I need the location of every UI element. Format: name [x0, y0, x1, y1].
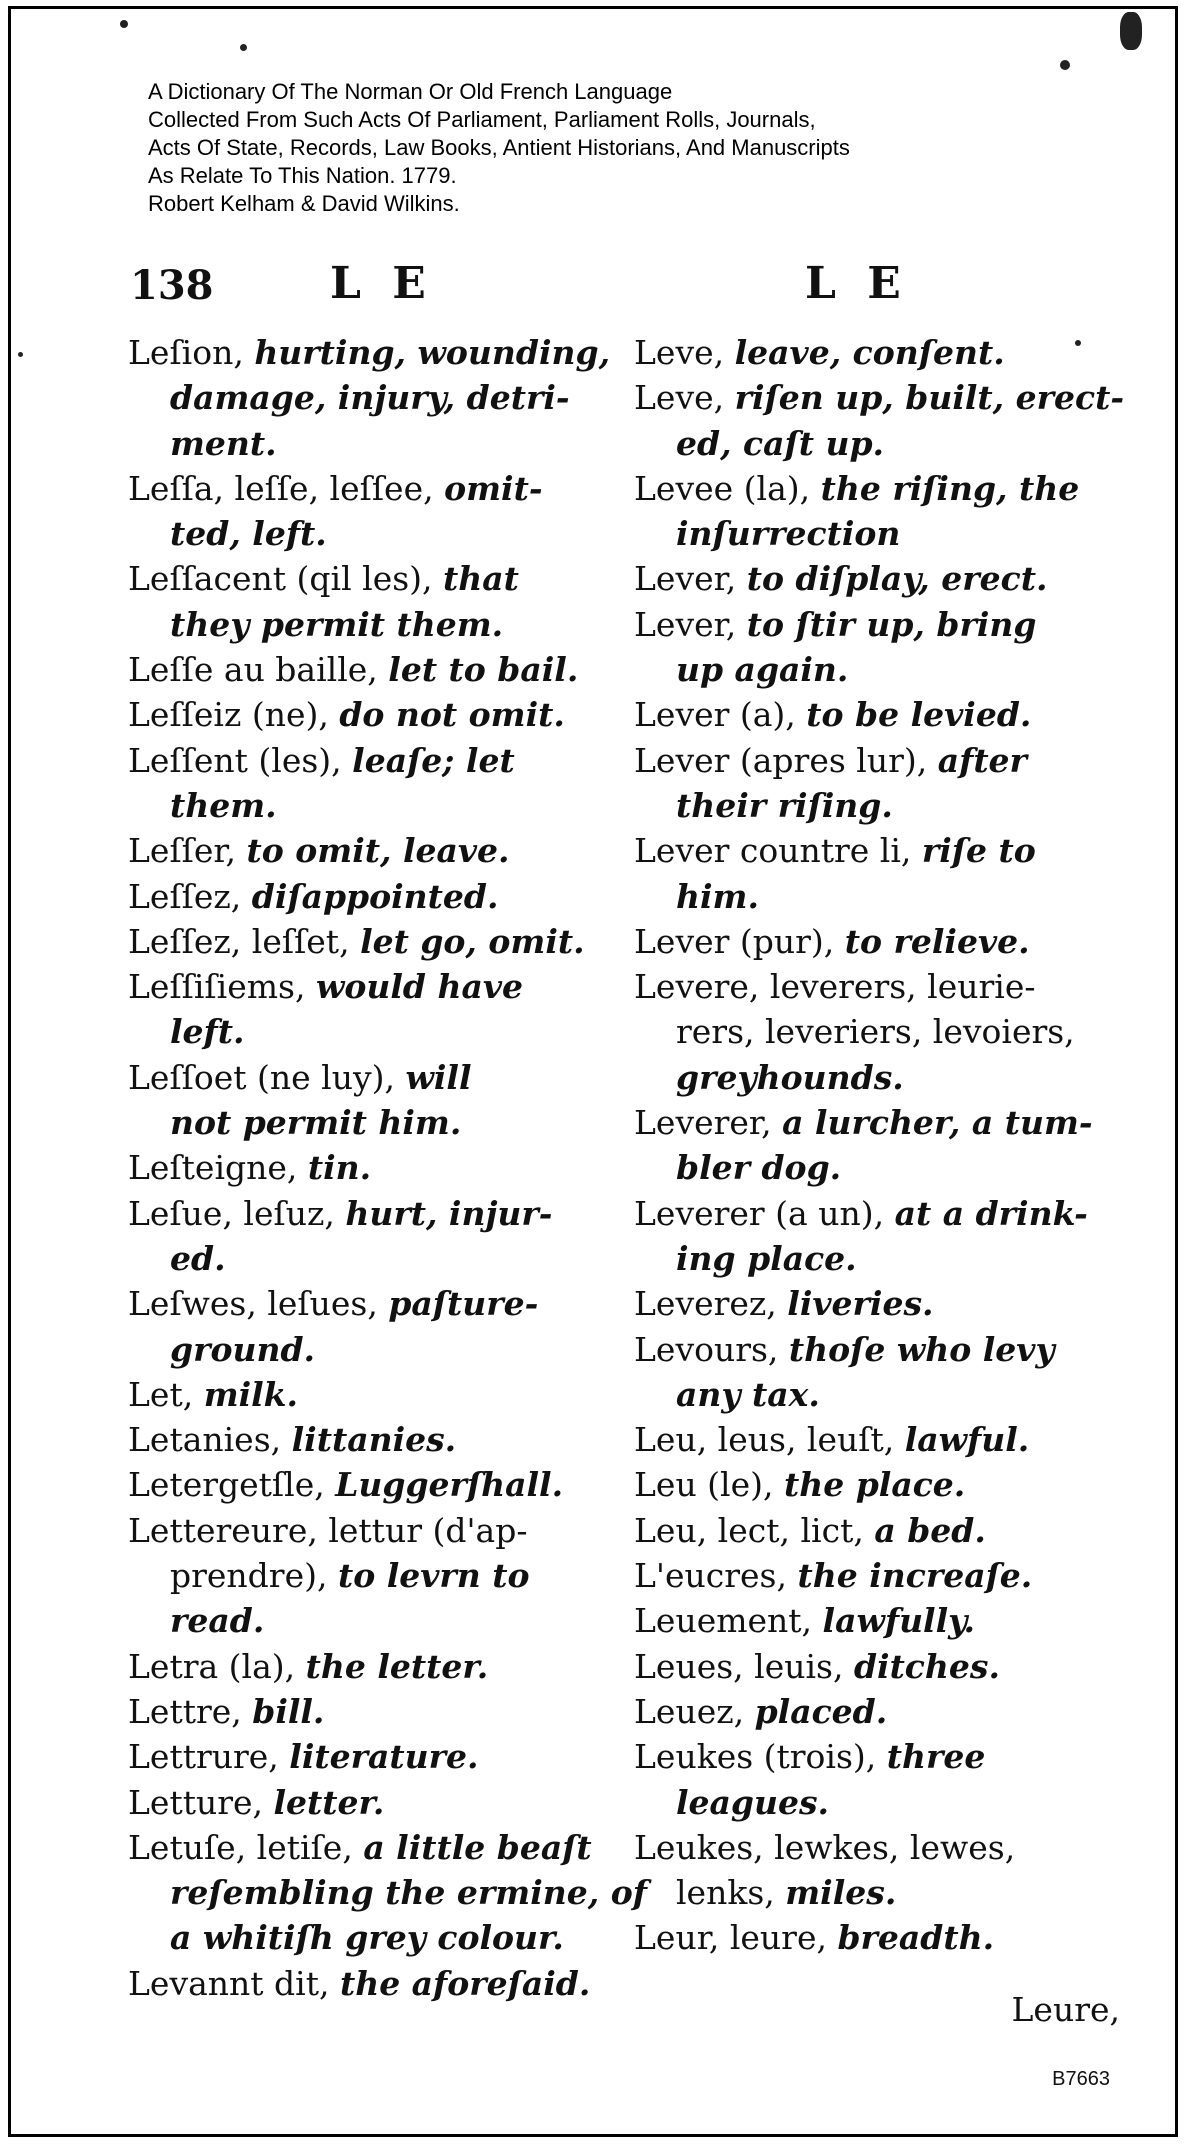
definition: him. [676, 876, 759, 916]
dictionary-entry [634, 919, 1114, 964]
entry-line [634, 1417, 1114, 1462]
dictionary-entry [128, 1780, 588, 1825]
definition: damage, injury, detri- [170, 378, 570, 418]
dictionary-entry [128, 1689, 588, 1734]
entry-line [634, 647, 1114, 692]
headword: Levee (la), [634, 468, 821, 508]
definition: diſappointed. [251, 876, 499, 916]
dictionary-entry [128, 1055, 588, 1146]
entry-line [128, 964, 588, 1009]
headword: Leſſacent (qil les), [128, 559, 444, 599]
entry-line [634, 1553, 1114, 1598]
header-line: Collected From Such Acts Of Parliament, Parliament Rolls, Journals, [148, 107, 816, 132]
entry-line [128, 1191, 588, 1236]
dictionary-entry [634, 1915, 1114, 1960]
entry-line [634, 1508, 1114, 1553]
scan-speck [1120, 12, 1142, 50]
entry-line [128, 1870, 647, 1915]
entry-line [128, 647, 588, 692]
dictionary-entry [128, 556, 588, 647]
entry-line [128, 874, 588, 919]
entry-line [634, 874, 1114, 919]
definition: a lurcher, a tum- [782, 1103, 1093, 1143]
entry-line [634, 1734, 1114, 1779]
definition: lawfully. [822, 1601, 976, 1641]
entry-line [634, 1825, 1114, 1870]
headword: Lettereure, lettur (d'ap- [128, 1510, 528, 1550]
entry-line [634, 375, 1125, 420]
right-column [634, 330, 1125, 1961]
headword: Leſſez, [128, 876, 252, 916]
headword: Leverer, [634, 1103, 783, 1143]
scan-speck [1060, 60, 1070, 70]
dictionary-entry [634, 1281, 1114, 1326]
running-head-right: L E [805, 258, 909, 309]
definition: the place. [784, 1465, 966, 1505]
definition: to be levied. [806, 695, 1032, 735]
entry-line [634, 1327, 1114, 1372]
definition: read. [170, 1601, 265, 1641]
headword: Lever countre li, [634, 831, 922, 871]
dictionary-entry [634, 466, 1114, 557]
entry-line [634, 919, 1114, 964]
entry-line [128, 1961, 591, 2006]
entry-line [128, 421, 588, 466]
definition: liveries. [787, 1284, 934, 1324]
dictionary-entry [128, 1191, 588, 1282]
headword: Lever (pur), [634, 921, 845, 961]
entry-line [128, 1915, 588, 1960]
definition: riſen up, built, erect- [734, 378, 1125, 418]
header-line: Acts Of State, Records, Law Books, Antient Historians, And Manuscripts [148, 135, 850, 160]
headword: Leverez, [634, 1284, 788, 1324]
dictionary-entry [128, 1145, 588, 1190]
definition: littanies. [291, 1420, 457, 1460]
headword: L'eucres, [634, 1556, 798, 1596]
definition: they permit them. [170, 604, 504, 644]
dictionary-entry [128, 1734, 588, 1779]
definition: literature. [289, 1737, 479, 1777]
headword: Leſion, [128, 333, 255, 372]
entry-line [634, 330, 1114, 375]
entry-line [128, 375, 588, 420]
definition: paſture- [388, 1284, 539, 1324]
header-line: As Relate To This Nation. 1779. [148, 163, 457, 188]
headword: Letture, [128, 1782, 274, 1822]
headword: Leſſent (les), [128, 740, 353, 780]
definition: ditches. [853, 1646, 1000, 1686]
entry-line [634, 602, 1114, 647]
definition: a bed. [874, 1510, 986, 1550]
definition: ed, caſt up. [676, 423, 885, 463]
headword: Leu (le), [634, 1465, 784, 1505]
dictionary-entry [634, 828, 1114, 919]
entry-line [128, 511, 588, 556]
headword: Leve, [634, 378, 735, 418]
entry-line [128, 1100, 588, 1145]
definition: riſe to [921, 831, 1036, 871]
definition: ted, left. [170, 514, 327, 554]
definition: a whitiſh grey colour. [170, 1918, 564, 1958]
entry-line [128, 602, 588, 647]
definition: that [443, 559, 519, 599]
definition: breadth. [837, 1918, 995, 1958]
definition: greyhounds. [676, 1057, 904, 1097]
definition: to omit, leave. [246, 831, 510, 871]
dictionary-entry [634, 1100, 1114, 1191]
definition: miles. [785, 1873, 897, 1913]
headword: Leve, [634, 333, 735, 372]
definition: ground. [170, 1329, 316, 1369]
definition: hurting, wounding, [254, 333, 611, 372]
definition: bler dog. [676, 1148, 842, 1188]
entry-line [634, 1191, 1114, 1236]
dictionary-entry [634, 1689, 1114, 1734]
definition: any tax. [676, 1374, 820, 1414]
headword: Lever, [634, 604, 747, 644]
entry-line [128, 556, 588, 601]
dictionary-entry [634, 602, 1114, 693]
definition: ment. [170, 423, 277, 463]
entry-line [128, 1281, 588, 1326]
headword: Letanies, [128, 1420, 292, 1460]
headword: prendre), [170, 1556, 338, 1596]
dictionary-entry [634, 1553, 1114, 1598]
dictionary-entry [634, 556, 1114, 601]
document-header [148, 78, 850, 218]
dictionary-entry [128, 692, 588, 737]
entry-line [634, 421, 1114, 466]
dictionary-entry [634, 375, 1125, 466]
definition: thoſe who levy [788, 1329, 1055, 1369]
entry-line [128, 1508, 588, 1553]
definition: ing place. [676, 1238, 857, 1278]
headword: Levannt dit, [128, 1963, 340, 2003]
dictionary-entry [128, 1372, 588, 1417]
headword: Leu, lect, lict, [634, 1510, 875, 1550]
entry-line [634, 466, 1114, 511]
dictionary-entry [128, 330, 611, 466]
dictionary-entry [128, 1281, 588, 1372]
entry-line [128, 919, 588, 964]
entry-line [634, 964, 1114, 1009]
definition: tin. [307, 1148, 372, 1188]
entry-line [634, 1055, 1114, 1100]
left-column [128, 330, 647, 2006]
definition: hurt, injur- [345, 1193, 553, 1233]
entry-line [634, 1009, 1114, 1054]
entry-line [634, 1598, 1114, 1643]
headword: Leſue, leſuz, [128, 1193, 346, 1233]
headword: Levours, [634, 1329, 789, 1369]
header-line: A Dictionary Of The Norman Or Old French Language [148, 79, 673, 104]
entry-line [634, 1145, 1114, 1190]
definition: up again. [676, 650, 849, 690]
definition: leaſe; let [352, 740, 515, 780]
headword: Letergetſle, [128, 1465, 336, 1505]
definition: the aforeſaid. [339, 1963, 591, 2003]
dictionary-entry [634, 1508, 1114, 1553]
dictionary-entry [128, 738, 588, 829]
headword: Leverer (a un), [634, 1193, 895, 1233]
entry-line [128, 1417, 588, 1462]
dictionary-entry [634, 1417, 1114, 1462]
entry-line [128, 330, 611, 375]
definition: inſurrection [676, 514, 901, 554]
entry-line [128, 1327, 588, 1372]
catchword: Leure, [1011, 1990, 1120, 2029]
definition: the letter. [305, 1646, 489, 1686]
dictionary-entry [128, 1508, 588, 1644]
headword: Letra (la), [128, 1646, 306, 1686]
definition: ed. [170, 1238, 226, 1278]
dictionary-entry [128, 919, 588, 964]
entry-line [634, 1236, 1114, 1281]
headword: Leur, leure, [634, 1918, 838, 1958]
definition: leagues. [676, 1782, 830, 1822]
definition: after [937, 740, 1027, 780]
headword: Leuement, [634, 1601, 823, 1641]
entry-line [634, 511, 1114, 556]
entry-line [634, 1915, 1114, 1960]
definition: bill. [252, 1691, 325, 1731]
headword: Leſſeiz (ne), [128, 695, 340, 735]
definition: reſembling the ermine, of [170, 1873, 647, 1913]
entry-line [128, 783, 588, 828]
entry-line [634, 783, 1114, 828]
headword: Letuſe, letiſe, [128, 1827, 364, 1867]
headword: Leſwes, leſues, [128, 1284, 389, 1324]
definition: three [886, 1737, 986, 1777]
definition: to diſplay, erect. [746, 559, 1048, 599]
dictionary-entry [128, 1417, 588, 1462]
entry-line [128, 1825, 592, 1870]
definition: Luggerſhall. [335, 1465, 564, 1505]
definition: will [405, 1057, 472, 1097]
definition: do not omit. [339, 695, 565, 735]
entry-line [128, 1462, 588, 1507]
dictionary-entry [634, 1644, 1114, 1689]
headword: Leuez, [634, 1691, 755, 1731]
entry-line [128, 1372, 588, 1417]
headword: Leſſe au baille, [128, 650, 389, 690]
headword: Leſſiſiems, [128, 967, 316, 1007]
definition: letter. [273, 1782, 385, 1822]
entry-line [634, 1462, 1114, 1507]
headword: Leſteigne, [128, 1148, 308, 1188]
definition: omit- [444, 468, 543, 508]
definition: would have [315, 967, 523, 1007]
definition: left. [170, 1012, 245, 1052]
dictionary-entry [128, 1644, 588, 1689]
entry-line [128, 692, 588, 737]
entry-line [634, 1780, 1114, 1825]
dictionary-entry [634, 1191, 1114, 1282]
dictionary-entry [634, 738, 1114, 829]
scan-speck [240, 44, 247, 51]
entry-line [634, 692, 1114, 737]
document-code: B7663 [1052, 2068, 1110, 2090]
entry-line [128, 1780, 588, 1825]
entry-line [634, 828, 1114, 873]
headword: Lever, [634, 559, 747, 599]
dictionary-entry [128, 1961, 591, 2006]
headword: Leſſez, leſſet, [128, 921, 361, 961]
dictionary-entry [128, 828, 588, 873]
headword: Leukes (trois), [634, 1737, 887, 1777]
definition: let go, omit. [360, 921, 585, 961]
entry-line [128, 1145, 588, 1190]
dictionary-entry [128, 647, 588, 692]
definition: leave, conſent. [734, 333, 1005, 372]
entry-line [634, 1689, 1114, 1734]
entry-line [128, 1009, 588, 1054]
headword: rers, leveriers, levoiers, [676, 1012, 1075, 1052]
dictionary-entry [634, 330, 1114, 375]
dictionary-entry [634, 1734, 1114, 1825]
headword: Lever (apres lur), [634, 740, 938, 780]
entry-line [634, 1281, 1114, 1326]
headword: Leu, leus, leuſt, [634, 1420, 905, 1460]
headword: Lettre, [128, 1691, 253, 1731]
scan-speck [120, 20, 128, 28]
page-number: 138 [130, 262, 214, 309]
entry-line [128, 828, 588, 873]
entry-line [128, 1734, 588, 1779]
scan-speck [18, 352, 23, 357]
definition: to ſtir up, bring [746, 604, 1037, 644]
headword: lenks, [676, 1873, 786, 1913]
definition: the riſing, the [820, 468, 1080, 508]
dictionary-entry [634, 1327, 1114, 1418]
entry-line [128, 1055, 588, 1100]
definition: lawful. [904, 1420, 1030, 1460]
dictionary-entry [128, 964, 588, 1055]
definition: milk. [203, 1374, 299, 1414]
entry-line [128, 466, 588, 511]
entry-line [634, 1372, 1114, 1417]
headword: Lettrure, [128, 1737, 290, 1777]
entry-line [634, 1100, 1114, 1145]
definition: not permit him. [170, 1103, 462, 1143]
dictionary-entry [128, 466, 588, 557]
definition: placed. [754, 1691, 888, 1731]
headword: Leues, leuis, [634, 1646, 854, 1686]
dictionary-entry [634, 1825, 1114, 1916]
entry-line [128, 1598, 588, 1643]
definition: a little beaſt [363, 1827, 592, 1867]
dictionary-entry [128, 1462, 588, 1507]
definition: them. [170, 785, 277, 825]
definition: let to bail. [388, 650, 579, 690]
dictionary-entry [128, 874, 588, 919]
definition: the increaſe. [797, 1556, 1033, 1596]
entry-line [128, 1644, 588, 1689]
entry-line [128, 1236, 588, 1281]
headword: Levere, leverers, leurie- [634, 967, 1036, 1007]
dictionary-entry [634, 964, 1114, 1100]
definition: to levrn to [337, 1556, 530, 1596]
dictionary-entry [128, 1825, 647, 1961]
headword: Lever (a), [634, 695, 807, 735]
headword: Leukes, lewkes, lewes, [634, 1827, 1016, 1867]
definition: their riſing. [676, 785, 893, 825]
headword: Leſſa, leſſe, leſſee, [128, 468, 445, 508]
entry-line [634, 556, 1114, 601]
entry-line [634, 1644, 1114, 1689]
headword: Leſſoet (ne luy), [128, 1057, 406, 1097]
entry-line [128, 1689, 588, 1734]
entry-line [634, 738, 1114, 783]
definition: to relieve. [844, 921, 1030, 961]
dictionary-entry [634, 1462, 1114, 1507]
running-head-left: L E [330, 258, 434, 309]
headword: Leſſer, [128, 831, 247, 871]
definition: at a drink- [894, 1193, 1088, 1233]
entry-line [128, 738, 588, 783]
dictionary-entry [634, 1598, 1114, 1643]
headword: Let, [128, 1374, 204, 1414]
entry-line [128, 1553, 588, 1598]
entry-line [634, 1870, 1114, 1915]
header-line: Robert Kelham & David Wilkins. [148, 191, 460, 216]
dictionary-entry [634, 692, 1114, 737]
